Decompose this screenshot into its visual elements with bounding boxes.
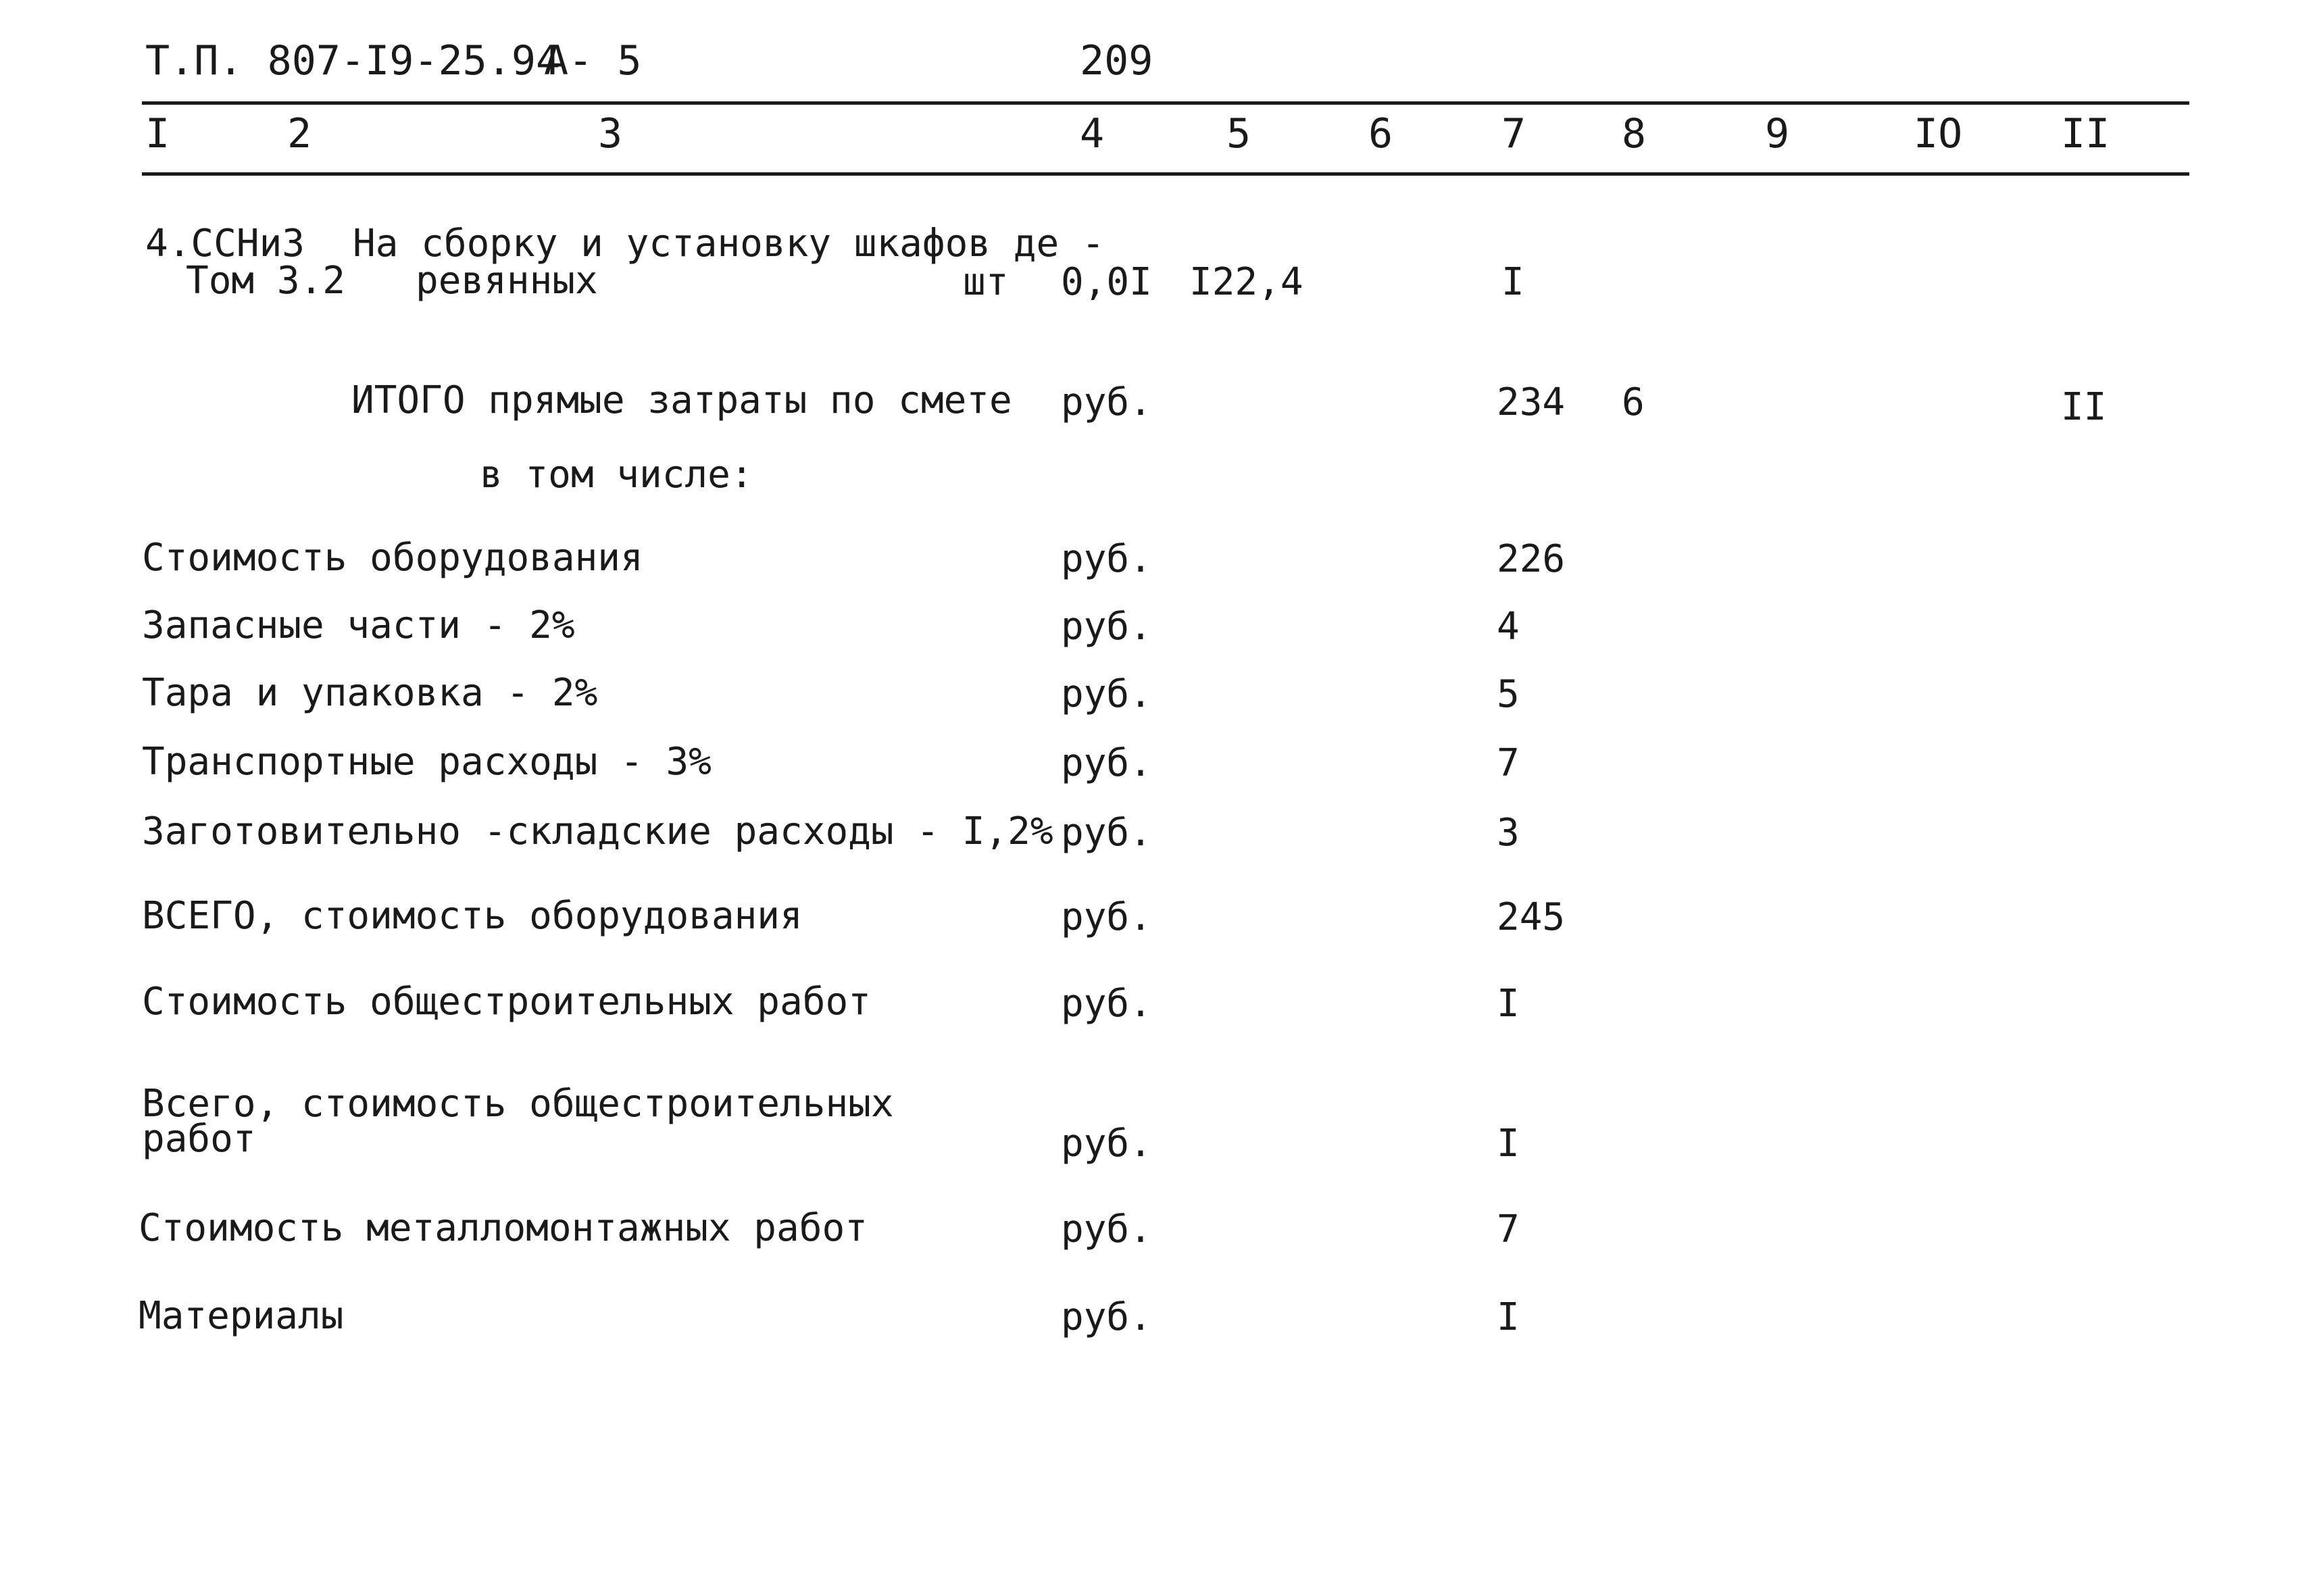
row-value: I — [1497, 1295, 1520, 1339]
row-label: Заготовительно -складские расходы - I,2% — [142, 809, 1053, 853]
quantity: 0,0I — [1061, 260, 1152, 304]
column-number: 7 — [1501, 110, 1526, 157]
row-unit: руб. — [1061, 1207, 1152, 1251]
row-label: Запасные части - 2% — [142, 603, 575, 647]
row-value: 4 — [1497, 605, 1520, 649]
summary-col8: 6 — [1622, 380, 1645, 424]
row-label: Стоимость оборудования — [142, 536, 643, 580]
row-value: 5 — [1497, 672, 1520, 716]
row-label: Транспортные расходы - 3% — [142, 740, 712, 784]
column-number: 4 — [1080, 110, 1105, 157]
row-unit: руб. — [1061, 1295, 1152, 1339]
row-label: Стоимость общестроительных работ — [142, 980, 871, 1024]
row-value: I — [1497, 982, 1520, 1026]
table-header-rule — [142, 172, 2189, 176]
row-value: 245 — [1497, 895, 1566, 939]
column-number: 9 — [1765, 110, 1790, 157]
unit-price: I22,4 — [1189, 260, 1303, 304]
column-number: IO — [1914, 110, 1963, 157]
row-value: 3 — [1497, 811, 1520, 855]
summary-unit: руб. — [1061, 380, 1152, 424]
row-label: ВСЕГО, стоимость оборудования — [142, 894, 803, 938]
row-unit: руб. — [1061, 1122, 1152, 1166]
row-label: Тара и упаковка - 2% — [142, 671, 598, 715]
album-number: А- 5 — [544, 37, 642, 84]
work-description-cont: ревянных — [416, 259, 598, 303]
total-cost: I — [1501, 260, 1524, 304]
column-number: 5 — [1226, 110, 1251, 157]
column-number: 6 — [1368, 110, 1393, 157]
row-value: 7 — [1497, 1207, 1520, 1251]
row-unit: руб. — [1061, 741, 1152, 785]
row-value: I — [1497, 1122, 1520, 1166]
column-number: 8 — [1622, 110, 1647, 157]
row-unit: руб. — [1061, 537, 1152, 581]
row-label: Стоимость металломонтажных работ — [139, 1206, 868, 1250]
row-value: 226 — [1497, 537, 1566, 581]
row-unit: руб. — [1061, 895, 1152, 939]
column-number: 2 — [287, 110, 312, 157]
column-number: I — [145, 110, 170, 157]
row-value: 7 — [1497, 741, 1520, 785]
summary-col11: II — [2061, 385, 2107, 429]
summary-subheading: в том числе: — [480, 453, 753, 497]
table-top-rule — [142, 101, 2189, 105]
row-unit: руб. — [1061, 605, 1152, 649]
unit-of-measure: шт — [963, 260, 1009, 304]
row-label: Материалы — [139, 1294, 344, 1338]
column-number: II — [2061, 110, 2110, 157]
row-unit: руб. — [1061, 672, 1152, 716]
summary-col7: 234 — [1497, 380, 1566, 424]
reference-volume: Том 3.2 — [186, 259, 346, 303]
document-code: Т.П. 807-I9-25.94 — [145, 37, 561, 84]
summary-label: ИТОГО прямые затраты по смете — [351, 378, 1012, 422]
column-number: 3 — [598, 110, 623, 157]
reference-code: 4.ССНиЗ — [145, 222, 305, 266]
work-description: На сборку и установку шкафов де - — [353, 222, 1105, 266]
page-number: 209 — [1080, 37, 1153, 84]
row-unit: руб. — [1061, 982, 1152, 1026]
row-unit: руб. — [1061, 811, 1152, 855]
row-label: Всего, стоимость общестроительных работ — [142, 1082, 894, 1161]
